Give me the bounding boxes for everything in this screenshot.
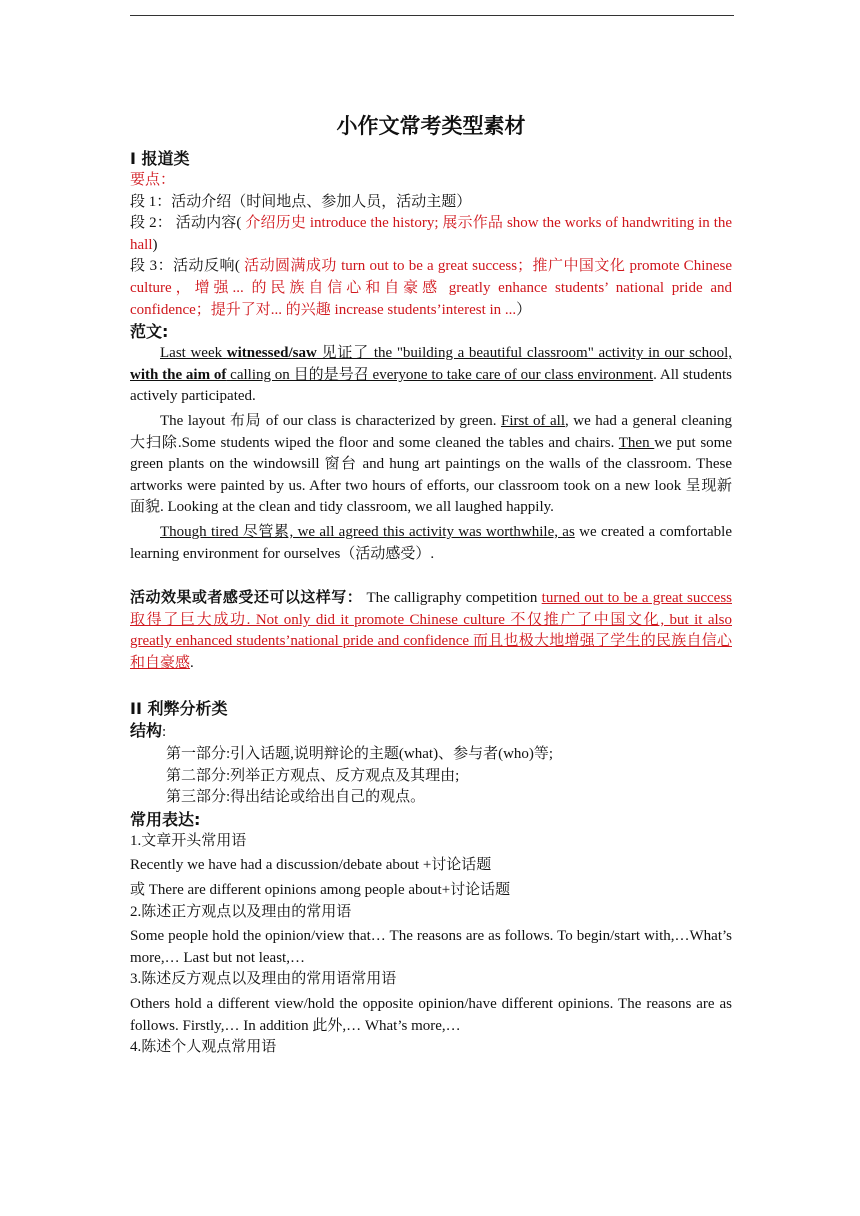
expression-item: 1.文章开头常用语: [130, 832, 247, 849]
expressions-label: 常用表达:: [130, 809, 201, 829]
sample-essay-label: 范文:: [130, 322, 169, 342]
structure-label: 结构:: [130, 721, 167, 741]
page-title: 小作文常考类型素材: [336, 114, 526, 138]
structure-item: 第一部分:引入话题,说明辩论的主题(what)、参与者(who)等;: [166, 746, 554, 763]
expression-item: 3.陈述反方观点以及理由的常用语常用语: [130, 971, 397, 988]
structure-list: [130, 744, 732, 809]
expression-item: 4.陈述个人观点常用语: [130, 1039, 277, 1056]
expression-item: Others hold a different view/hold the opposite opinion/have different opinions. The reasons are as follows. Firstly,… In addition 此外,… What’s more,…: [130, 996, 732, 1034]
expression-item: Recently we have had a discussion/debate about +讨论话题: [130, 857, 492, 874]
expression-item: Some people hold the opinion/view that… The reasons are as follows. To begin/start with,…What’s more,… Last but not least,…: [130, 928, 732, 966]
paragraph-3-point: 段 3：活动反响( 活动圆满成功 turn out to be a great success；推广中国文化 promote Chinese culture，增强... 的民族自信心和自豪感 greatly enhance students’ national pride and confidence；提升了对... 的兴趣 increase students’interest in ...）: [130, 258, 733, 318]
document-body: [130, 112, 732, 1059]
section-heading-pros-cons: II 利弊分析类: [130, 699, 228, 719]
expression-item: 2.陈述正方观点以及理由的常用语: [130, 903, 352, 920]
sample-paragraph-1: Last week witnessed/saw 见证了 the "building a beautiful classroom" activity in our school, with the aim of calling on 目的是号召 everyone to take care of our class environment. All students actively participated.: [130, 345, 732, 405]
expression-item: 或 There are different opinions among people about+讨论话题: [130, 882, 511, 899]
section-heading-report: I 报道类: [130, 149, 190, 168]
paragraph-2-point: 段 2： 活动内容( 介绍历史 introduce the history; 展示作品 show the works of handwriting in the hall): [130, 215, 733, 253]
header-rule: [130, 15, 734, 16]
structure-item: 第二部分:列举正方观点、反方观点及其理由;: [166, 767, 460, 784]
sample-paragraph-3: Though tired 尽管累, we all agreed this activity was worthwhile, as we created a comfortable learning environment for ourselves（活动感受）.: [130, 523, 732, 562]
structure-item: 第三部分:得出结论或给出自己的观点。: [166, 789, 426, 806]
sample-paragraph-2: The layout 布局 of our class is characterized by green. First of all, we had a general cleaning 大扫除.Some students wiped the floor and some cleaned the tables and chairs. Then we put some green plants on the windowsill 窗台 and hung art paintings on the walls of the classroom. These artworks were painted by us. After two hours of efforts, our classroom took on a new look 呈现新面貌. Looking at the clean and tidy classroom, we all laughed happily.: [130, 412, 733, 516]
paragraph-1-point: 段 1：活动介绍（时间地点、参加人员，活动主题）: [130, 193, 472, 210]
effect-paragraph: 活动效果或者感受还可以这样写： The calligraphy competition turned out to be a great success 取得了巨大成功. Not only did it promote Chinese culture 不仅推广了中国文化, but it also greatly enhanced students’national pride and confidence 而且也极大地增强了学生的民族自信心和自豪感.: [130, 588, 732, 671]
key-points-label: 要点：: [130, 172, 176, 188]
